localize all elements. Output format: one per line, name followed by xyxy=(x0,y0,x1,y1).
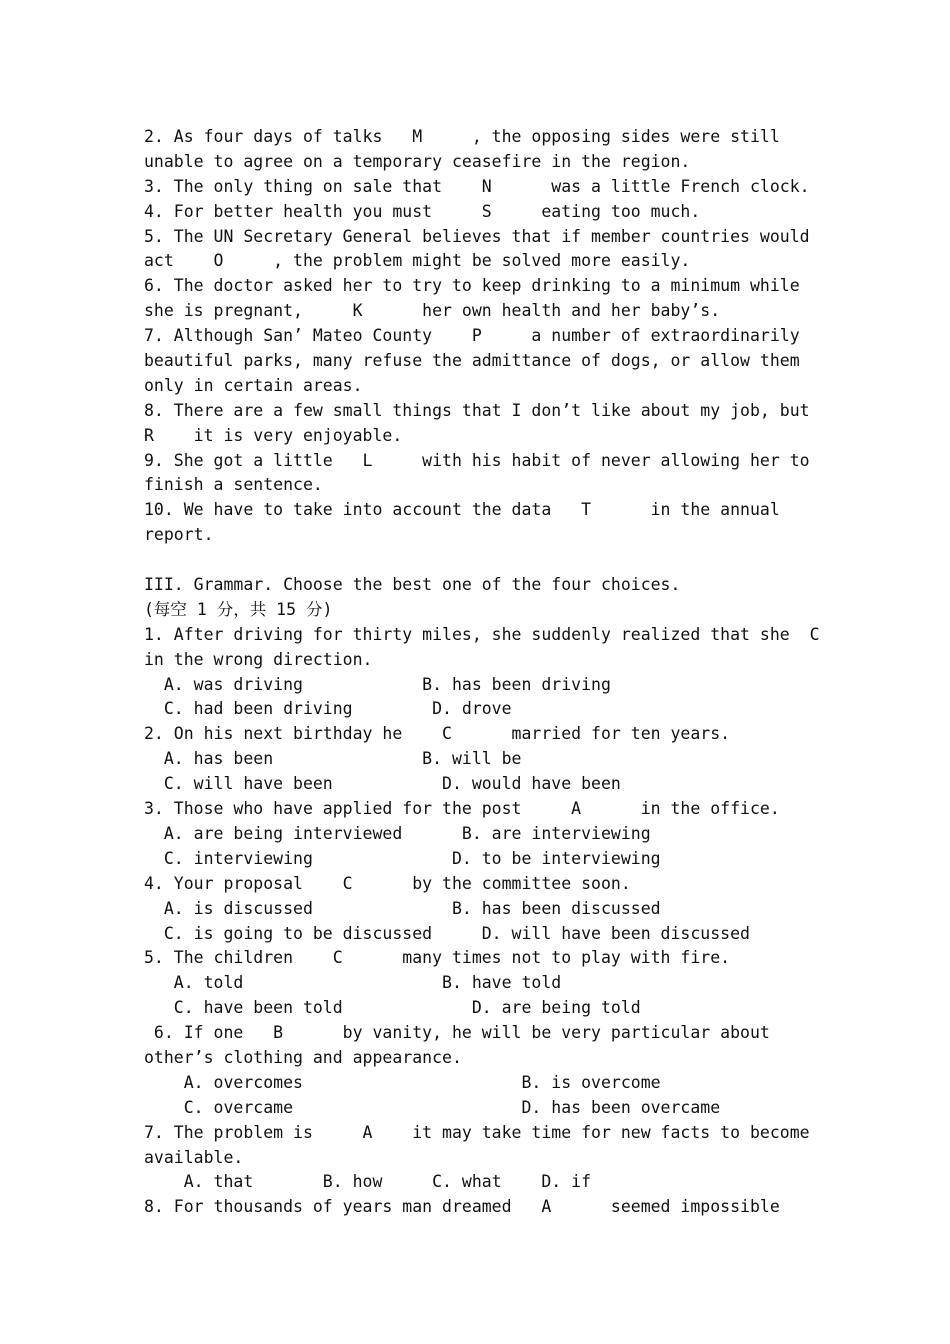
option-line: C. interviewing D. to be interviewing xyxy=(144,848,661,868)
text-line: 1. After driving for thirty miles, she suddenly realized that she C xyxy=(144,624,820,644)
text-line: 2. On his next birthday he C married for ten years. xyxy=(144,724,731,744)
grammar-section xyxy=(144,573,824,1220)
text-line: 3. The only thing on sale that N was a little French clock. xyxy=(144,176,810,196)
option-line: C. had been driving D. drove xyxy=(144,699,512,719)
text-line: finish a sentence. xyxy=(144,475,323,495)
text-line: 2. As four days of talks M , the opposing sides were still xyxy=(144,127,780,146)
text-line: only in certain areas. xyxy=(144,375,363,395)
option-line: A. is discussed B. has been discussed xyxy=(144,898,661,918)
option-line: A. that B. how C. what D. if xyxy=(144,1172,592,1192)
text-line: 5. The UN Secretary General believes that if member countries would xyxy=(144,226,810,246)
option-line: A. has been B. will be xyxy=(144,749,522,769)
option-line: C. overcame D. has been overcame xyxy=(144,1097,721,1117)
option-line: A. are being interviewed B. are interviewing xyxy=(144,823,651,843)
blank-line xyxy=(144,548,824,573)
section-heading: III. Grammar. Choose the best one of the four choices. xyxy=(144,575,681,595)
text-line: 3. Those who have applied for the post A in the office. xyxy=(144,799,780,819)
text-line: 8. There are a few small things that I don’t like about my job, but xyxy=(144,400,810,420)
score-note: (每空 1 分，共 15 分) xyxy=(144,599,333,619)
text-line: 10. We have to take into account the data T in the annual xyxy=(144,500,780,520)
text-line: 7. The problem is A it may take time for new facts to become xyxy=(144,1122,810,1142)
option-line: A. was driving B. has been driving xyxy=(144,674,611,694)
text-line: 4. For better health you must S eating too much. xyxy=(144,201,701,221)
text-line: other’s clothing and appearance. xyxy=(144,1047,462,1067)
option-line: C. will have been D. would have been xyxy=(144,774,621,794)
text-line: unable to agree on a temporary ceasefire in the region. xyxy=(144,151,691,171)
text-line: act O , the problem might be solved more easily. xyxy=(144,251,691,271)
text-line: 5. The children C many times not to play with fire. xyxy=(144,948,731,968)
text-line: R it is very enjoyable. xyxy=(144,425,403,445)
text-line: report. xyxy=(144,525,214,545)
document-page xyxy=(144,125,824,1220)
text-line: 8. For thousands of years man dreamed A seemed impossible xyxy=(144,1197,780,1217)
text-line: 4. Your proposal C by the committee soon. xyxy=(144,873,631,893)
option-line: C. have been told D. are being told xyxy=(144,998,641,1018)
text-line: she is pregnant, K her own health and her baby’s. xyxy=(144,301,721,321)
vocabulary-section xyxy=(144,125,824,548)
text-line: in the wrong direction. xyxy=(144,649,373,669)
text-line: 7. Although San’ Mateo County P a number of extraordinarily xyxy=(144,326,800,346)
text-line: 9. She got a little L with his habit of never allowing her to xyxy=(144,450,810,470)
text-line: 6. The doctor asked her to try to keep drinking to a minimum while xyxy=(144,276,800,296)
text-line: 6. If one B by vanity, he will be very particular about xyxy=(144,1023,770,1043)
option-line: C. is going to be discussed D. will have been discussed xyxy=(144,923,750,943)
text-line: available. xyxy=(144,1147,244,1167)
option-line: A. overcomes B. is overcome xyxy=(144,1072,661,1092)
text-line: beautiful parks, many refuse the admittance of dogs, or allow them xyxy=(144,351,800,371)
option-line: A. told B. have told xyxy=(144,973,562,993)
